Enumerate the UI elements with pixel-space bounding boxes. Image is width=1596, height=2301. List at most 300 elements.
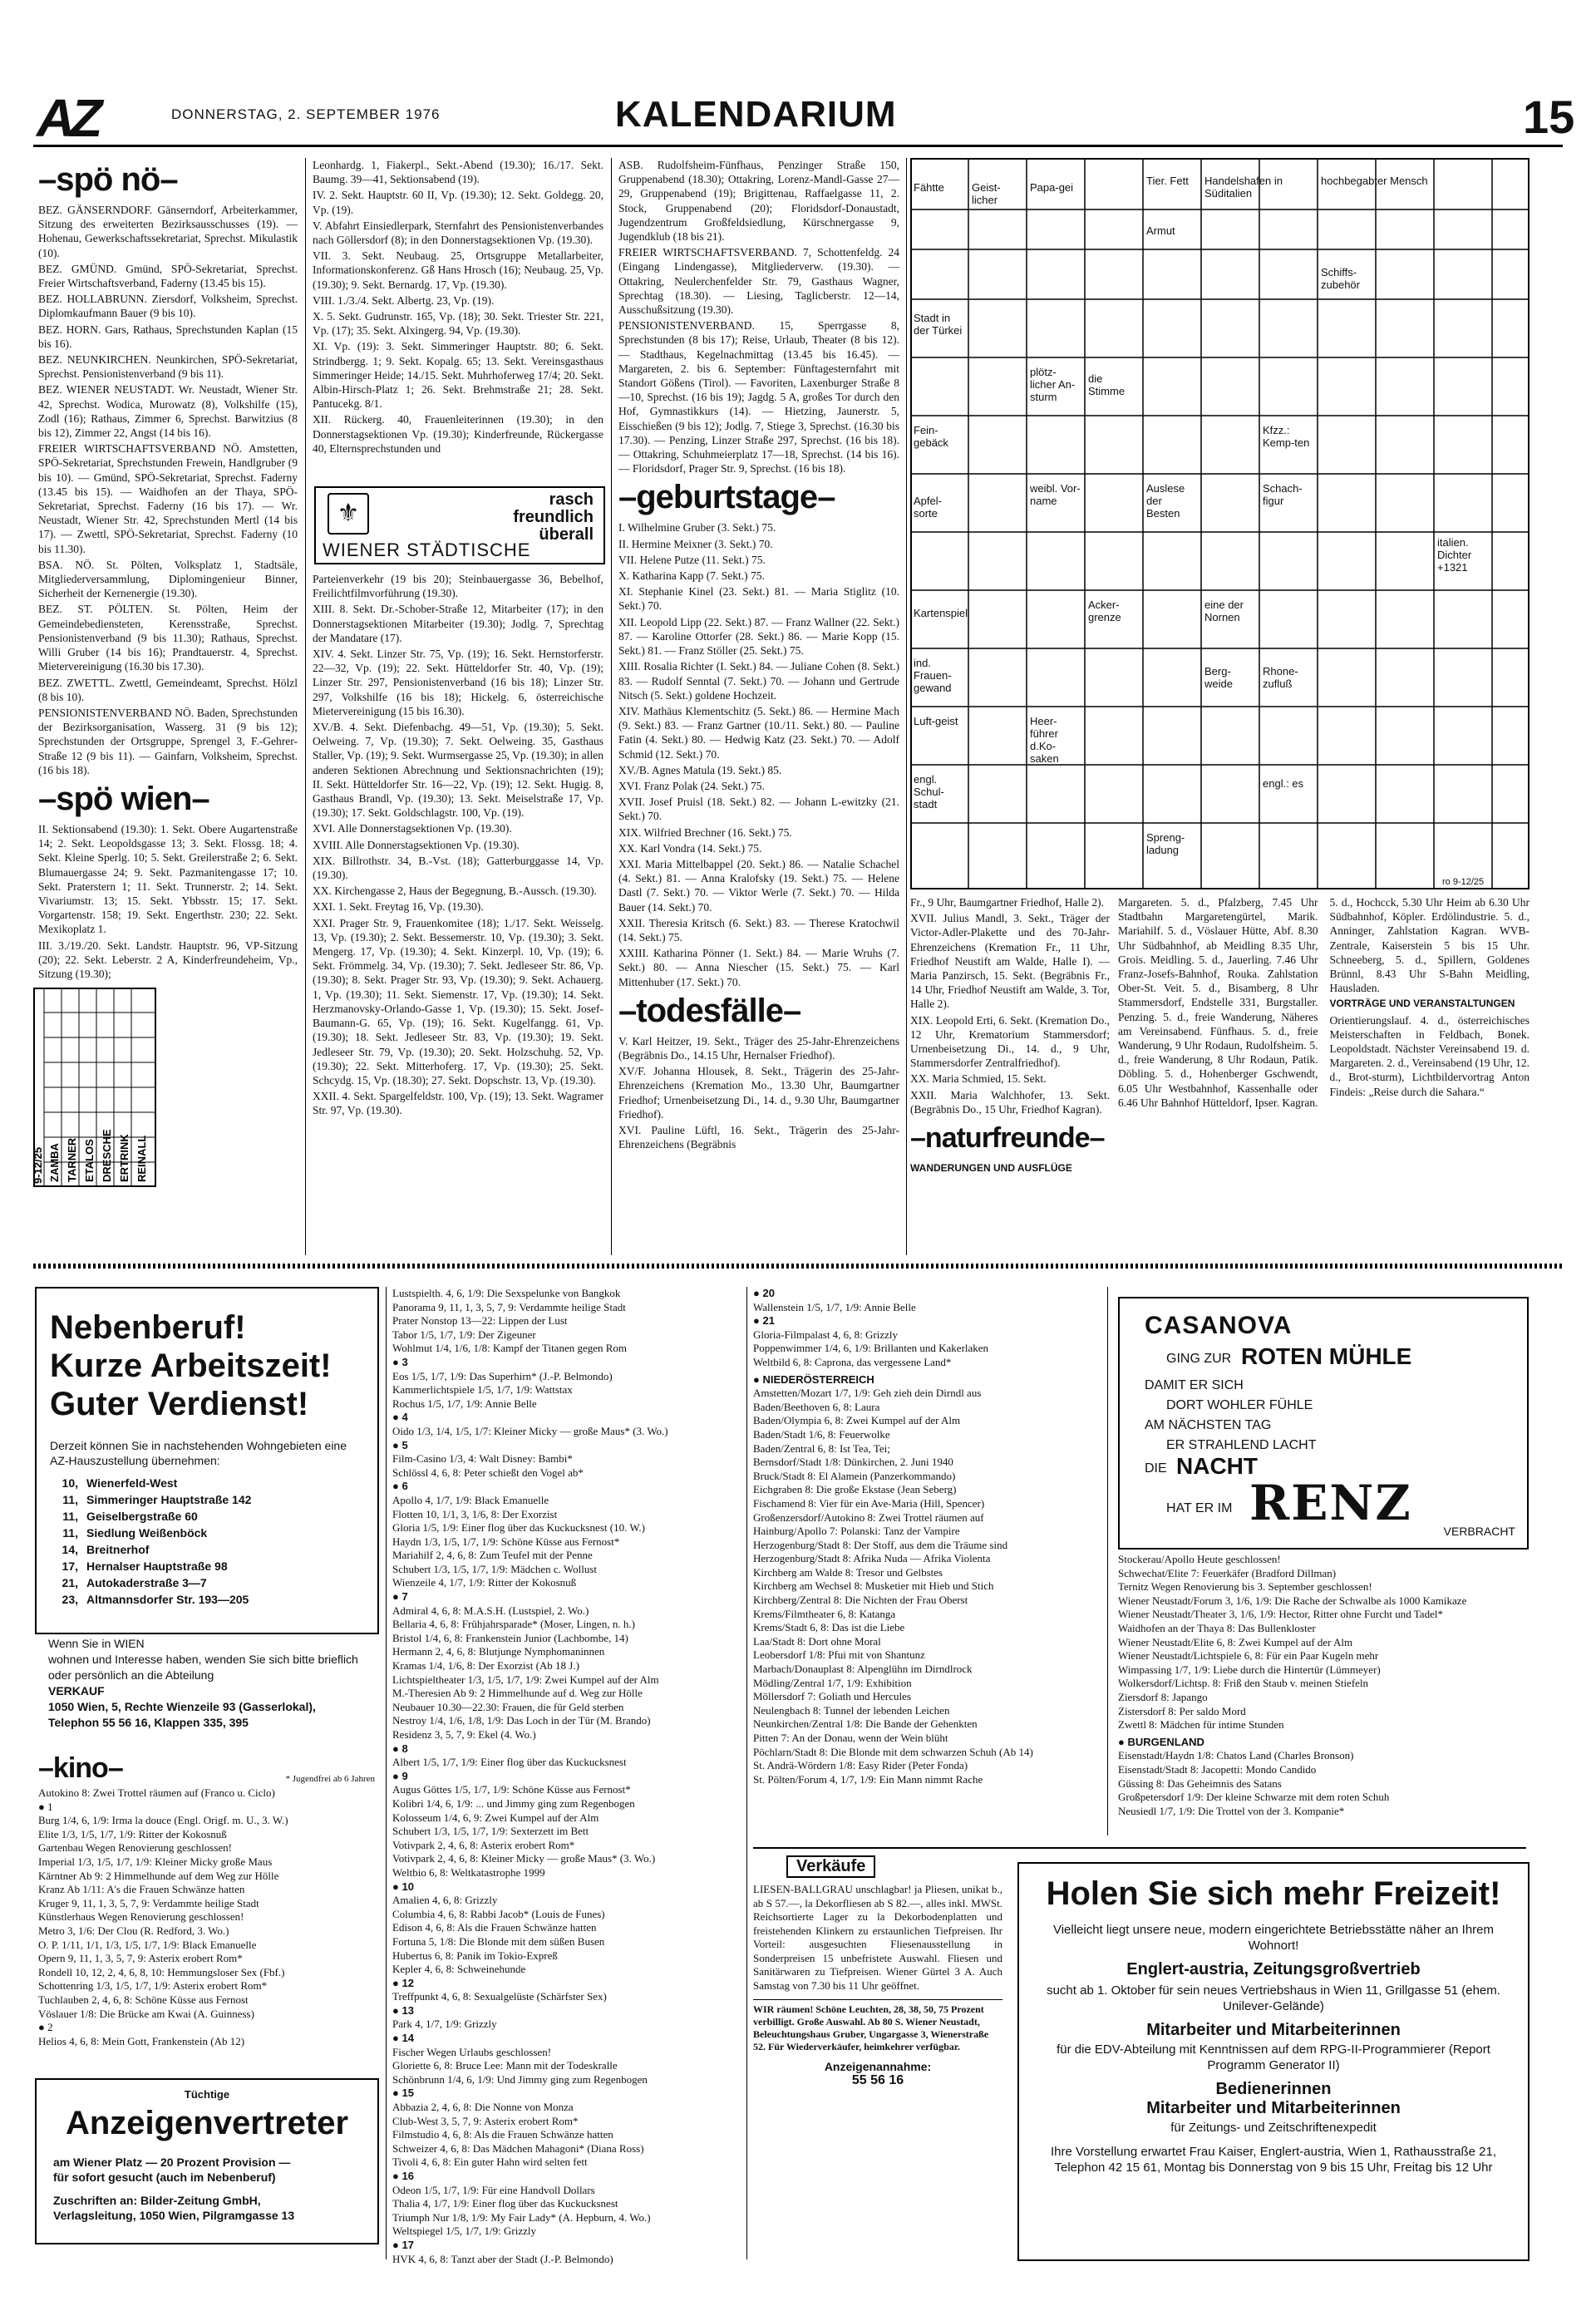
kino-line: Baden/Beethoven 6, 8: Laura <box>753 1400 880 1413</box>
district-heading: ● 9 <box>392 1769 408 1782</box>
subheading: WANDERUNGEN UND AUSFLÜGE <box>910 1162 1072 1175</box>
crossword-clue: Fähtte <box>914 181 944 194</box>
district-heading: ● 7 <box>392 1590 408 1604</box>
crossword-clue: Fein-gebäck <box>914 424 948 449</box>
paragraph: XIX. Billrothstr. 34, B.-Vst. (18); Gatterburggasse 14, Vp. (19.30). <box>313 854 603 882</box>
kino-line: Columbia 4, 6, 8: Rabbi Jacob* (Louis de Funes) <box>392 1907 605 1920</box>
crossword-grid <box>910 158 1530 889</box>
kino-line: Kranz Ab 1/11: A's die Frauen Schwänze hatten <box>38 1883 245 1896</box>
paragraph: XIII. 8. Sekt. Dr.-Schober-Straße 12, Mitarbeiter (17); in den Donnerstagsektionen Mitarbeiter (19.30); Jodlg. 7, Sprechtag der Mandatare (17). <box>313 603 603 644</box>
kino-line: Tuchlauben 2, 4, 6, 8: Schöne Küsse aus Fernost <box>38 1993 249 2006</box>
heading-todesfaelle: – todesfälle – <box>618 993 899 1029</box>
birthday-entry: XX. Karl Vondra (14. Sekt.) 75. <box>618 841 762 855</box>
kino-line: Eisenstadt/Stadt 8: Jacopetti: Mondo Candido <box>1118 1762 1317 1776</box>
ad-anzeigenvertreter[interactable] <box>35 2078 379 2244</box>
kino-line: Kirchberg am Walde 8: Tresor und Gelbstes <box>753 1565 943 1579</box>
district-heading: ● 10 <box>392 1880 414 1893</box>
column-rule <box>746 1287 747 2259</box>
kino-line: Baden/Stadt 1/6, 8: Feuerwolke <box>753 1427 890 1441</box>
kino-line: Opern 9, 11, 1, 3, 5, 7, 9: Asterix erobert Rom* <box>38 1952 243 1965</box>
kino-line: Apollo 4, 1/7, 1/9: Black Emanuelle <box>392 1493 549 1506</box>
kino-line: Bruck/Stadt 8: El Alamein (Panzerkommando) <box>753 1469 956 1482</box>
kino-line: Weltbio 6, 8: Weltkatastrophe 1999 <box>392 1865 545 1879</box>
crossword-clue: Tier. Fett <box>1146 175 1189 187</box>
kino-line: Künstlerhaus Wegen Renovierung geschlossen! <box>38 1910 244 1924</box>
district-heading: ● 12 <box>392 1976 414 1989</box>
paragraph: PENSIONISTENVERBAND. 15, Sperrgasse 8, Sprechstunden (8 bis 17); Reise, Urlaub, Theater (8 bis 12). — Stadthaus, Kegelnachmittag (13.45 bis 16.45). — Margareten, 2. bis 6. September: Fünftagesternfahrt mit Standort Gößens (Tirol). — Favoriten, Laxenburger Straße 8—10, Sprechst. (16 bis 19); Jagdg. 5 A, großes Tor durch den Hof, Gymnastikkurs (14). — Hietzing, Jaunerstr. 5, Eisschießen (9 bis 12); Jodlg. 7, Stiege 3, Sprechst. (16.30 bis 17.30). — Penzing, Linzer Straße 297, Sprechst. (16 bis 18). — Ottakring, Schuhmeierplatz 17—18, Sprechst. (14 bis 16). — Floridsdorf, Prager Str. 9, Sprechst. (16 bis 18). <box>618 319 899 475</box>
puzzle-word: ERTRINK <box>118 1134 131 1182</box>
district-heading: ● 8 <box>392 1742 408 1755</box>
ad-line: HAT ER IM <box>1166 1501 1233 1515</box>
kino-line: Wiener Neustadt/Theater 3, 1/6, 1/9: Hector, Ritter ohne Furcht und Tadel* <box>1118 1608 1443 1621</box>
puzzle-word: ETALOS <box>83 1139 96 1182</box>
kino-line: Kolosseum 1/4, 6, 9: Zwei Kumpel auf der Alm <box>392 1811 599 1824</box>
issue-date: DONNERSTAG, 2. SEPTEMBER 1976 <box>171 106 441 122</box>
death-entry: XVI. Pauline Lüftl, 16. Sekt., Trägerin des 25-Jahr-Ehrenzeichens (Begräbnis <box>618 1123 899 1151</box>
kino-line: Großpetersdorf 1/9: Der kleine Schwarze mit dem roten Schuh <box>1118 1791 1390 1804</box>
word-puzzle-grid <box>33 988 156 1187</box>
kino-listings-3 <box>753 1287 1101 1835</box>
kino-line: Treffpunkt 4, 6, 8: Sexualgelüste (Schärfster Sex) <box>392 1990 607 2003</box>
paragraph: BEZ. NEUNKIRCHEN. Neunkirchen, SPÖ-Sekretariat, Sprechst. Pensionistenverband (9 bis 11). <box>38 353 298 381</box>
birthday-entry: X. Katharina Kapp (7. Sekt.) 75. <box>618 569 765 583</box>
kino-line: Votivpark 2, 4, 6, 8: Asterix erobert Rom* <box>392 1838 575 1851</box>
kino-line: Wiener Neustadt/Forum 3, 1/6, 1/9: Die Rache der Schwalbe als 1000 Kamikaze <box>1118 1594 1467 1607</box>
classified-text: WIR räumen! Schöne Leuchten, 28, 38, 50, 75 Prozent verbilligt. Große Auswahl. Ab 80 S. Wiener Neustadt, Beleuchtungshaus Gruber, Ungargasse 3, Wienerstraße 52. Für Wiederverkäufer, heimkehrer verfügbar. <box>753 1999 1002 2053</box>
kino-line: Wohlmut 1/4, 1/6, 1/8: Kampf der Titanen gegen Rom <box>392 1342 628 1355</box>
kino-line: Bernsdorf/Stadt 1/8: Dünkirchen, 2. Juni 1940 <box>753 1456 953 1469</box>
district-heading: ● 15 <box>392 2087 414 2100</box>
list-item: 10, Wienerfeld-West <box>62 1476 178 1490</box>
birthday-entry: XIV. Mathäus Klementschitz (5. Sekt.) 86. — Hermine Mach (9. Sekt.) 83. — Franz Gartner (10./11. Sekt.) 80. — Pauline Fatin (4. Sekt.) 80. — Hedwig Katz (23. Sekt.) 70. — Adolf Schmid (12. Sekt.) 70. <box>618 704 899 761</box>
ad-area-list <box>50 1475 374 1608</box>
column-rule <box>386 1287 387 2259</box>
kino-line: Elite 1/3, 1/5, 1/7, 1/9: Ritter der Kokosnuß <box>38 1827 227 1840</box>
crossword-clue: die Stimme <box>1088 372 1126 397</box>
kino-line: ● 1 <box>38 1800 53 1813</box>
kino-line: Kärntner Ab 9: 2 Himmelhunde auf dem Weg zur Hölle <box>38 1869 279 1882</box>
kino-line: Neulengbach 8: Tunnel der lebenden Leichen <box>753 1703 950 1717</box>
kino-line: Fischamend 8: Vier für ein Ave-Maria (Hill, Spencer) <box>753 1496 985 1510</box>
kino-line: Pöchlarn/Stadt 8: Die Blonde mit dem schwarzen Schuh (Ab 14) <box>753 1745 1033 1758</box>
kino-line: St. Andrä-Wördern 1/8: Easy Rider (Peter Fonda) <box>753 1759 968 1772</box>
column-spoe-wien-cont <box>313 158 603 511</box>
kino-line: Oido 1/3, 1/4, 1/5, 1/7: Kleiner Micky — große Maus* (3. Wo.) <box>392 1424 668 1437</box>
kino-line: Neubauer 10.30—22.30: Frauen, die für Geld sterben <box>392 1700 624 1713</box>
district-heading: ● 17 <box>392 2238 414 2251</box>
death-entry: XVII. Julius Mandl, 3. Sekt., Träger der Victor-Adler-Plakette und des 70-Jahr-Ehrenzeichens (Kremation Fr., 11 Uhr, Friedhof Neustift am Walde, Halle I). — Maria Panzirsch, 15. Sekt. (Begräbnis Fr., 14 Uhr, Friedhof Neustift am Walde, 3. Tor, Halle 2). <box>910 912 1110 1011</box>
kino-line: Votivpark 2, 4, 6, 8: Kleiner Micky — große Maus* (3. Wo.) <box>392 1852 656 1865</box>
crossword-clue: ind. Frauen-gewand <box>914 657 952 694</box>
paragraph: VIII. 1./3./4. Sekt. Albertg. 23, Vp. (19). <box>313 293 495 307</box>
paragraph: XXI. Prager Str. 9, Frauenkomitee (18); 1./17. Sekt. Weisselg. 13, Vp. (19.30); 2. Sekt. Bessemerstr. 10, Vp. (19.30); 3. Sekt. Mengerg. 17, Vp. (19.30); 4. Sekt. Kinzerpl. 10, Vp. (19); 6. Sekt. Frömmelg. 34, Vp. (19.30); 7. Sekt. Jedleseer Str. 86, Vp. (19.30); 8. Sekt. Prager Str. 93, Vp. (19.30); 9. Sekt. Achauerg. 1, Vp. (19.30); 11. Sekt. Siemenstr. 17, Vp. (19.30); 14. Sekt. Herzmanovsky-Orlando-Gasse 1, Vp. (19.30); 15. Sekt. Josef-Baumann-G. 65, Vp. (19); 16. Sekt. Kugelfangg. 61, Vp. (19.30); 18. Sekt. Jedleseer Str. 83, Vp. (19.30); 19. Sekt. Jedleseer Str. 79, Vp. (19.30); 20. Sekt. Holzschuhg. 52, Vp. (19.30); 22. Sekt. Mitterhoferg. 17, Vp. (19.30); 25. Sekt. Schcydg. 15, Vp. (18.30); 27. Sekt. Dopschstr. 13, Vp. (19.30). <box>313 916 603 1086</box>
ad-brand: WIENER STÄDTISCHE <box>323 540 531 560</box>
kino-listings-2 <box>392 1287 740 2265</box>
paragraph: IV. 2. Sekt. Hauptstr. 60 II, Vp. (19.30); 12. Sekt. Goldegg. 20, Vp. (19). <box>313 189 603 216</box>
kino-line: Wimpassing 1/7, 1/9: Liebe durch die Hintertür (Lümmeyer) <box>1118 1663 1381 1676</box>
kino-line: Poppenwimmer 1/4, 6, 1/9: Brillanten und Kakerlaken <box>753 1342 989 1355</box>
crossword-clue: Heer-führer d.Ko-saken <box>1030 715 1059 765</box>
kino-line: Tabor 1/5, 1/7, 1/9: Der Zigeuner <box>392 1328 536 1341</box>
kino-line: Filmstudio 4, 6, 8: Als die Frauen Schwänze hatten <box>392 2128 613 2141</box>
crossword-clue: Papa-gei <box>1030 181 1074 194</box>
district-heading: ● 5 <box>392 1438 408 1451</box>
ad-line: CASANOVA <box>1145 1312 1293 1339</box>
crossword-clue: Schach-figur <box>1263 482 1303 507</box>
paragraph: BSA. NÖ. St. Pölten, Volksplatz 1, Stadtsäle, Mitgliederversammlung, Diplomingenieur Binner, Sicherheit der Kernenergie (19.30). <box>38 558 298 600</box>
puzzle-code: 9-12/25 <box>32 1146 44 1184</box>
kino-line: M.-Theresien Ab 9: 2 Himmelhunde auf d. Weg zur Hölle <box>392 1687 643 1700</box>
paragraph: XX. Kirchengasse 2, Haus der Begegnung, B.-Aussch. (19.30). <box>313 884 597 898</box>
crossword-clue: plötz-licher An-sturm <box>1030 366 1076 403</box>
kino-line: Waidhofen an der Thaya 8: Das Bullenkloster <box>1118 1621 1316 1634</box>
kino-line: Haydn 1/3, 1/5, 1/7, 1/9: Schöne Küsse aus Fernost* <box>392 1535 620 1548</box>
kino-line: Schönbrunn 1/4, 6, 1/9: Und Jimmy ging zum Regenbogen <box>392 2072 648 2086</box>
paragraph: BEZ. ZWETTL. Zwettl, Gemeindeamt, Sprechst. Hölzl (8 bis 10). <box>38 676 298 703</box>
region-heading: ● BURGENLAND <box>1118 1735 1204 1748</box>
kino-line: Schottenring 1/3, 1/5, 1/7, 1/9: Asterix erobert Rom* <box>38 1979 268 1993</box>
kino-line: Gartenbau Wegen Renovierung geschlossen! <box>38 1841 233 1855</box>
death-entry: XX. Maria Schmied, 15. Sekt. <box>910 1072 1047 1086</box>
crossword-clue: Berg-weide <box>1204 665 1233 690</box>
column-death-notices-cont <box>910 895 1110 1244</box>
crossword-clue: eine der Nornen <box>1204 599 1244 623</box>
kino-line: Laa/Stadt 8: Dort ohne Moral <box>753 1634 881 1648</box>
kino-line: Flotten 10, 1/1, 3, 1/6, 8: Der Exorzist <box>392 1507 558 1520</box>
puzzle-word: DRESCHE <box>101 1129 113 1182</box>
kino-line: Ternitz Wegen Renovierung bis 3. September geschlossen! <box>1118 1580 1372 1594</box>
kino-line: Pitten 7: An der Donau, wenn der Wein blüht <box>753 1732 948 1744</box>
kino-line: Herzogenburg/Stadt 8: Afrika Nuda — Afrika Violenta <box>753 1552 991 1565</box>
paragraph: XVI. Alle Donnerstagsektionen Vp. (19.30). <box>313 822 512 835</box>
kino-line: Kramas 1/4, 1/6, 8: Der Exorzist (Ab 18 J.) <box>392 1659 579 1673</box>
ad-casanova[interactable] <box>1118 1297 1529 1550</box>
crossword-clue: Stadt in der Türkei <box>914 312 963 337</box>
ad-line: DAMIT ER SICH <box>1145 1378 1244 1392</box>
heading-naturfreunde: – naturfreunde – <box>910 1120 1110 1156</box>
kino-line: Zwettl 8: Mädchen für intime Stunden <box>1118 1718 1284 1732</box>
ad-intro: Derzeit können Sie in nachstehenden Wohngebieten eine AZ-Hauszustellung übernehmen: <box>50 1439 347 1467</box>
crossword-clue: Spreng-ladung <box>1146 831 1185 856</box>
list-item: 17, Hernalser Hauptstraße 98 <box>62 1559 228 1573</box>
ad-englert-austria[interactable] <box>1017 1862 1530 2261</box>
paragraph: XV./B. 4. Sekt. Diefenbachg. 49—51, Vp. (19.30); 5. Sekt. Oelweing. 7, Vp. (19.30); 7. Sekt. Oelweing. 35, Gasthaus Staller, Vp. (19); 9. Sekt. Wurmsergasse 25, Vp. (19.30); in allen anderen Sektionen Abrechnung und Sektionsnachrichten (19); II. Sekt. Hütteldorfer Str. 16—22, Vp. (19); 12. Sekt. Hugig. 8, Gasthaus Brandl, Vp. (19.30); 13. Sekt. Meiselstraße 17, Vp. (19.30); 17. Sekt. Goldschlagstr. 100, Vp. (19). <box>313 721 603 820</box>
kino-line: Imperial 1/3, 1/5, 1/7, 1/9: Kleiner Micky große Maus <box>38 1855 273 1868</box>
district-heading: ● 6 <box>392 1480 408 1493</box>
kino-line: Wiener Neustadt/Lichtspiele 6, 8: Für ein Paar Kugeln mehr <box>1118 1649 1379 1663</box>
kino-line: Zistersdorf 8: Per saldo Mord <box>1118 1704 1246 1717</box>
column-spoe-noe <box>38 158 298 993</box>
heading-spoe-wien: – spö wien – <box>38 781 298 817</box>
birthday-entry: XXIII. Katharina Pönner (1. Sekt.) 84. — Marie Wruhs (7. Sekt.) 80. — Anna Niescher (15. Sekt.) 75. — Karl Mittenhuber (17. Sekt.) 70. <box>618 947 899 988</box>
list-item: 23, Altmannsdorfer Str. 193—205 <box>62 1593 249 1606</box>
az-logo: AZ <box>37 88 98 148</box>
kino-line: Rochus 1/5, 1/7, 1/9: Annie Belle <box>392 1397 537 1410</box>
ad-line: DIE <box>1145 1461 1167 1476</box>
kino-line: Burg 1/4, 6, 1/9: Irma la douce (Engl. Origf. m. U., 3. W.) <box>38 1814 288 1827</box>
list-item: 11, Siedlung Weißenböck <box>62 1526 208 1540</box>
ad-line: DORT WOHLER FÜHLE <box>1166 1398 1313 1412</box>
kino-line: Schubert 1/3, 1/5, 1/7, 1/9: Mädchen c. Wollust <box>392 1562 598 1575</box>
district-heading: ● 20 <box>753 1287 775 1299</box>
kino-listings-4 <box>1118 1553 1525 1840</box>
kino-line: Mariahilf 2, 4, 6, 8: Zum Teufel mit der Penne <box>392 1549 593 1562</box>
paragraph: Orientierungslauf. 4. d., österreichisches Meisterschaften in Feldbach, Bonek. Leopoldstadt. Nächster Vereinsabend 19. d. Margareten. 2. d., Vereinsabend (19 Uhr, 12. d., Brot-sturm), Lichtbildervortrag Anton Findeis: „Reise durch die Sahara.“ <box>1329 1013 1530 1098</box>
ad-line: ER STRAHLEND LACHT <box>1166 1438 1317 1452</box>
kino-line: Kolibri 1/4, 6, 1/9: ... und Jimmy ging zum Regenbogen <box>392 1796 635 1810</box>
kino-line: O. P. 1/11, 1/1, 1/3, 1/5, 1/7, 1/9: Black Emanuelle <box>38 1938 257 1951</box>
kino-line: Weltspiegel 1/5, 1/7, 1/9: Grizzly <box>392 2225 536 2238</box>
kino-line: Großenzersdorf/Autokino 8: Zwei Trottel räumen auf <box>753 1510 984 1524</box>
district-heading: ● 14 <box>392 2032 414 2045</box>
ad-nebenberuf[interactable] <box>35 1287 379 1634</box>
birthday-entry: XIX. Wilfried Brechner (16. Sekt.) 75. <box>618 825 792 839</box>
ad-text: Vielleicht liegt unsere neue, modern eingerichtete Betriebsstätte näher an Ihrem Wohnort! Englert-austria, Zeitungsgroßvertrieb sucht ab 1. Oktober für sein neues Vertriebshaus in Wien 11, Grillgasse 51 (ehem. Unilever-Gelände) Mitarbeiter und Mitarbeiterinnen für die EDV-Abteilung mit Kenntnissen auf dem RPG-II-Programmierer (Report Programm Generator II) Bedienerinnen Mitarbeiter und Mitarbeiterinnen für Zeitungs- und Zeitschriftenexpedit Ihre Vorstellung erwartet Frau Kaiser, Englert-austria, Wien 1, Rathausstraße 21, Telephon 42 15 61, Montag bis Donnerstag von 9 bis 15 Uhr, Freitag bis 12 Uhr <box>1047 1923 1500 2175</box>
kino-line: Eos 1/5, 1/7, 1/9: Das Superhirn* (J.-P. Belmondo) <box>392 1369 613 1382</box>
ad-brand-renz: RENZ <box>1249 1475 1412 1531</box>
kino-line: Metro 3, 1/6: Der Clou (R. Redford, 3. Wo.) <box>38 1924 229 1937</box>
section-rule <box>753 1847 1526 1849</box>
paragraph: BEZ. ST. PÖLTEN. St. Pölten, Heim der Gemeindebediensteten, Kerensstraße, Sprechst. Pensionistenverband (9 bis 11.30); Rathaus, Sprechst. Willi Gruber (14 bis 16); Prandtauerstr. 4, Sprechst. Mietervereinigung (16.30 bis 17.30). <box>38 603 298 673</box>
kino-line: Edison 4, 6, 8: Als die Frauen Schwänze hatten <box>392 1921 597 1934</box>
birthday-entry: VII. Helene Putze (11. Sekt.) 75. <box>618 553 766 566</box>
kino-line: Bristol 1/4, 6, 8: Frankenstein Junior (Lachbombe, 14) <box>392 1631 628 1644</box>
ad-kicker: Tüchtige <box>184 2088 230 2101</box>
ad-line: AM NÄCHSTEN TAG <box>1145 1418 1272 1432</box>
ad-line: VERBRACHT <box>1443 1525 1515 1538</box>
kino-line: Film-Casino 1/3, 4: Walt Disney: Bambi* <box>392 1452 573 1466</box>
district-heading: ● 13 <box>392 2003 414 2017</box>
classified-contact-label: Anzeigenannahme: <box>824 2060 932 2073</box>
crossword-clue: engl.: es <box>1263 777 1304 790</box>
word-puzzle <box>33 988 156 1187</box>
kino-line: Tivoli 4, 6, 8: Ein guter Hahn wird selten fett <box>392 2156 588 2169</box>
kino-line: Amstetten/Mozart 1/7, 1/9: Geh zieh dein Dirndl aus <box>753 1387 982 1400</box>
paragraph: XII. Rückerg. 40, Frauenleiterinnen (19.30); in den Donnerstagsektionen Vp. (19.30); Kinderfreunde, Rückergasse 40, Elternsprechstunden und <box>313 413 603 455</box>
kino-line: Güssing 8: Das Geheimnis des Satans <box>1118 1776 1282 1790</box>
kino-line: Fortuna 5, 1/8: Die Blonde mit dem süßen Busen <box>392 1934 605 1948</box>
ad-nebenberuf-contact: Wenn Sie in WIEN wohnen und Interesse haben, wenden Sie sich bitte brieflich oder persönlich an die Abteilung VERKAUF 1050 Wien, 5, Rechte Wienzeile 93 (Gasserlokal), Telephon 55 56 16, Klappen 335, 395 <box>48 1637 358 1729</box>
column-spoe-wien-2 <box>313 572 603 1245</box>
crossword-clue: Kartenspiel <box>914 607 968 619</box>
birthday-entry: XI. Stephanie Kinel (23. Sekt.) 81. — Maria Stiglitz (10. Sekt.) 70. <box>618 585 899 613</box>
puzzle-word: ZAMBA <box>48 1143 61 1182</box>
kino-line: Weltbild 6, 8: Caprona, das vergessene Land* <box>753 1355 952 1368</box>
ad-headline: Holen Sie sich mehr Freizeit! <box>1046 1875 1501 1912</box>
list-item: 14, Breitnerhof <box>62 1543 150 1556</box>
kino-line: Ziersdorf 8: Japango <box>1118 1690 1208 1703</box>
kino-line: Abbazia 2, 4, 6, 8: Die Nonne von Monza <box>392 2101 574 2114</box>
crossword-clue: italien. Dichter +1321 <box>1437 536 1472 574</box>
kino-line: Herzogenburg/Stadt 8: Der Stoff, aus dem die Träume sind <box>753 1538 1008 1551</box>
kino-line: Krems/Stadt 6, 8: Das ist die Liebe <box>753 1621 905 1634</box>
crossword-clue: Luft-geist <box>914 715 958 727</box>
list-item: 11, Geiselbergstraße 60 <box>62 1510 198 1523</box>
puzzle-word: TARNER <box>66 1137 78 1182</box>
kino-listings-1 <box>38 1750 375 2057</box>
death-entry: XV/F. Johanna Hlousek, 8. Sekt., Trägerin des 25-Jahr-Ehrenzeichens (Kremation Mo., 13.30 Uhr, Baumgartner Friedhof; Urnenbeisetzung Di., 14. d., 9.30 Uhr, Baumgartner Friedhof). <box>618 1065 899 1121</box>
puzzle-word: REINALL <box>135 1135 148 1182</box>
kino-line: Stockerau/Apollo Heute geschlossen! <box>1118 1553 1281 1565</box>
kino-line: Marbach/Donauplast 8: Alpenglühn im Dirndlrock <box>753 1663 973 1676</box>
ad-text: am Wiener Platz — 20 Prozent Provision — für sofort gesucht (auch im Nebenberuf) Zuschriften an: Bilder-Zeitung GmbH, Verlagsleitung, 1050 Wien, Pilgramgasse 13 <box>53 2156 295 2222</box>
column-rule <box>1107 1287 1108 1835</box>
ad-headline: Nebenberuf! Kurze Arbeitszeit! Guter Verdienst! <box>50 1309 332 1422</box>
paragraph: XXII. 4. Sekt. Spargelfeldstr. 100, Vp. (19); 13. Sekt. Wagramer Str. 97, Vp. (19.30). <box>313 1090 603 1117</box>
column-rule <box>611 158 612 1255</box>
paragraph: BEZ. GÄNSERNDORF. Gänserndorf, Arbeiterkammer, Sitzung des erweiterten Bezirksausschusses (19). — Hohenau, Gewerkschaftssekretariat, Sprechst. Mikulastik (10). <box>38 204 298 259</box>
crossword-clue: Geist-licher <box>972 181 1001 206</box>
subheading: VORTRÄGE UND VERANSTALTUNGEN <box>1329 998 1515 1010</box>
kino-line: Augus Göttes 1/5, 1/7, 1/9: Schöne Küsse aus Fernost* <box>392 1783 631 1796</box>
paragraph: BEZ. HORN. Gars, Rathaus, Sprechstunden Kaplan (15 bis 16). <box>38 323 298 350</box>
paragraph: Leonhardg. 1, Fiakerpl., Sekt.-Abend (19.30); 16./17. Sekt. Baumg. 39—41, Sektionsabend (19). <box>313 159 603 186</box>
kino-line: Kirchberg/Zentral 8: Die Nichten der Frau Oberst <box>753 1594 968 1607</box>
kino-line: Schlössl 4, 6, 8: Peter schießt den Vogel ab* <box>392 1466 584 1479</box>
kino-line: Helios 4, 6, 8: Mein Gott, Frankenstein (Ab 12) <box>38 2034 245 2047</box>
kino-line: Neunkirchen/Zentral 1/8: Die Bande der Gehenkten <box>753 1717 978 1731</box>
kino-line: Residenz 3, 5, 7, 9: Ekel (4. Wo.) <box>392 1728 536 1741</box>
birthday-entry: XII. Leopold Lipp (22. Sekt.) 87. — Franz Wallner (22. Sekt.) 87. — Karoline Ottorfer (28. Sekt.) 86. — Marie Kopp (15. Sekt.) 81. — Franz Stöller (25. Sekt.) 75. <box>618 615 899 658</box>
district-heading: ● 3 <box>392 1355 408 1368</box>
kino-line: Triumph Nur 1/8, 1/9: My Fair Lady* (A. Hepburn, 4. Wo.) <box>392 2210 651 2224</box>
region-heading: ● NIEDERÖSTERREICH <box>753 1372 874 1386</box>
kino-line: Vöslauer 1/8: Die Brücke am Kwai (A. Guinness) <box>38 2007 254 2020</box>
death-entry: Fr., 9 Uhr, Baumgartner Friedhof, Halle 2). <box>910 896 1105 909</box>
heading-geburtstage: – geburtstage – <box>618 479 899 515</box>
kino-line: Baden/Zentral 6, 8: Ist Tea, Tei; <box>753 1441 890 1455</box>
kino-line: Wolkersdorf/Lichtsp. 8: Friß den Staub v. meinen Stiefeln <box>1118 1677 1369 1690</box>
paragraph: ASB. Rudolfsheim-Fünfhaus, Penzinger Straße 150, Gruppenabend (18.30); Ottakring, Lorenz-Mandl-Gasse 27—29, Gruppenabend (19); Brigittenau, Raffaelgasse 11, 2. Stock, Gruppenabend (20); Floridsdorf-Donaustadt, Jugendzentrum Großfeldsiedlung, Kürschnergasse 9, Jugendklub (18 bis 21). <box>618 159 899 244</box>
kino-line: HVK 4, 6, 8: Tanzt aber der Stadt (J.-P. Belmondo) <box>392 2252 613 2265</box>
ad-line: NACHT <box>1176 1453 1258 1479</box>
crossword-clue: Apfel-sorte <box>914 495 942 520</box>
crossword-clue: Kfzz.: Kemp-ten <box>1263 424 1310 449</box>
district-heading: ● 21 <box>753 1314 775 1328</box>
kino-line: Autokino 8: Zwei Trottel räumen auf (Franco u. Ciclo) <box>38 1786 275 1799</box>
paragraph: Parteienverkehr (19 bis 20); Steinbauergasse 36, Bebelhof, Freilichtfilmvorführung (19.30). <box>313 573 603 600</box>
paragraph: III. 3./19./20. Sekt. Landstr. Hauptstr. 96, VP-Sitzung (20); 22. Sekt. Leberstr. 2 A, Kinderfreundeheim, Vp., Sitzung (19.30); <box>38 939 298 980</box>
paragraph: FREIER WIRTSCHAFTSVERBAND NÖ. Amstetten, SPÖ-Sekretariat, Sprechstunden Frewein, Handlgruber (9 bis 10). — Gmünd, SPÖ-Sekretariat, Sprechst. Faderny (13.45 bis 15). — Waidhofen an der Thaya, SPÖ-Sekretariat, Sprechst. Faderny (16 bis 17). — Wr. Neustadt, Wiener Str. 42, Sprechstunden Mertl (14 bis 17). — Zwettl, SPÖ-Sekretariat, Sprechst. Faderny (10 bis 11.30). <box>38 442 298 555</box>
ad-line: ROTEN MÜHLE <box>1241 1343 1412 1369</box>
list-item: 21, Autokaderstraße 3—7 <box>62 1576 207 1589</box>
kino-line: Prater Nonstop 13—22: Lippen der Lust <box>392 1314 568 1328</box>
kino-line: Leobersdorf 1/8: Pfui mit von Shantunz <box>753 1648 925 1662</box>
heading-verkaeufe: Verkäufe <box>786 1855 875 1878</box>
birthday-entry: II. Hermine Meixner (3. Sekt.) 70. <box>618 537 773 550</box>
paragraph: XIV. 4. Sekt. Linzer Str. 75, Vp. (19); 16. Sekt. Hernstorferstr. 22—32, Vp. (19); 22. Sekt. Hütteldorfer Str. 40, Vp. (19); Linzer Str. 297, Pensionistenverband (16 bis 18); Linzer Str. 297, Volkshilfe (16 bis 18); Hickelg. 6, österreichische Mietervereinigung (15 bis 16.30). <box>313 648 603 717</box>
kino-line: Amalien 4, 6, 8: Grizzly <box>392 1894 498 1907</box>
ad-verkaeufe <box>753 1855 1002 2254</box>
heading-spoe-noe: – spö nö – <box>38 161 298 198</box>
kino-line: Kammerlichtspiele 1/5, 1/7, 1/9: Wattstax <box>392 1383 573 1397</box>
paragraph: X. 5. Sekt. Gudrunstr. 165, Vp. (18); 30. Sekt. Triester Str. 221, Vp. (17); 35. Sekt. Alxingerg. 94, Vp. (19.30). <box>313 310 603 338</box>
insurance-logo-icon: ⚜ <box>328 493 369 535</box>
column-rule <box>305 158 306 1255</box>
heading-kino: – kino – <box>38 1750 123 1786</box>
section-divider <box>33 1264 1563 1269</box>
birthday-entry: I. Wilhelmine Gruber (3. Sekt.) 75. <box>618 521 776 535</box>
crossword-clue: weibl. Vor-name <box>1030 482 1081 507</box>
ad-line: GING ZUR <box>1166 1352 1232 1366</box>
paragraph: PENSIONISTENVERBAND NÖ. Baden, Sprechstunden der Bezirksorganisation, Wasserg. 31 (9 bis 12); Sprechstunden der Ortsgruppe, Sprengel 3, F.-Gehrer-Straße 12 (9 bis 11). — Gainfarn, Volksheim, Sprechst. (16 bis 18). <box>38 706 298 776</box>
kino-line: Admiral 4, 6, 8: M.A.S.H. (Lustspiel, 2. Wo.) <box>392 1604 589 1617</box>
kino-line: Wallenstein 1/5, 1/7, 1/9: Annie Belle <box>753 1300 916 1313</box>
kino-line: Bellaria 4, 6, 8: Frühjahrsparade* (Moser, Lingen, n. h.) <box>392 1618 635 1631</box>
section-title: KALENDARIUM <box>615 94 897 135</box>
kino-line: ● 2 <box>38 2021 53 2034</box>
district-heading: ● 16 <box>392 2170 414 2182</box>
kino-line: Eichgraben 8: Die große Ekstase (Jean Seberg) <box>753 1483 957 1496</box>
kino-line: Wiener Neustadt/Elite 6, 8: Zwei Kumpel auf der Alm <box>1118 1635 1353 1648</box>
crossword-clue: hochbegabter Mensch <box>1321 175 1428 187</box>
birthday-entry: XVII. Josef Pruisl (18. Sekt.) 82. — Johann L-ewitzky (21. Sekt.) 70. <box>618 796 899 823</box>
column-organisations <box>618 158 899 1255</box>
ad-slogan: rasch freundlich überall <box>513 490 594 544</box>
death-entry: XIX. Leopold Erti, 6. Sekt. (Kremation Do., 12 Uhr, Krematorium Stammersdorf; Urnenbeisetzung Di., 14. d., 9 Uhr, Stammersdorfer Zentralfriedhof). <box>910 1013 1110 1070</box>
kino-note: * Jugendfrei ab 6 Jahren <box>285 1774 375 1785</box>
kino-line: Schubert 1/3, 1/5, 1/7, 1/9: Sexterzett im Bett <box>392 1825 589 1838</box>
crossword-clue: Acker-grenze <box>1088 599 1121 623</box>
kino-line: Schweizer 4, 6, 8: Das Mädchen Mahagoni* (Diana Ross) <box>392 2141 644 2155</box>
kino-line: Odeon 1/5, 1/7, 1/9: Für eine Handvoll Dollars <box>392 2183 595 2196</box>
kino-line: Nestroy 1/4, 1/6, 1/8, 1/9: Das Loch in der Tür (M. Brando) <box>392 1714 651 1727</box>
paragraph: Margareten. 5. d., Pfalzberg, 7.45 Uhr Stadtbahn Margaretengürtel, Marik. Mariahilf. 5. d., Vöslauer Hütte, Abf. 8.30 Uhr Südbahnhof, ab Meidling 8.35 Uhr, Grois. Meidling. 5. d., Jauerling. 7.46 Uhr Franz-Josefs-Bahnhof, Rouka. Zahlstation Ober-St. Veit. 5. d., Bisamberg, 8 Uhr Stammersdorf, Endstelle 331, Burgstaller. Penzing. 5. d., freie Wanderung, Näheres am Vereinsabend. Fünfhaus. 5. d., freie Wanderung, 9 Uhr Rodaun, Rudolfsheim. 5. d., freie Wanderung, 8 Uhr Rodaun, Patik. Döbling. 5. d., Hohenberger Gschwendt, 6.05 Uhr Westbahnhof, Kassenhalle oder 6.46 Uhr Bahnhof Hütteldorf, Ipser. Kagran. 5. d., Hochcck, 5.30 Uhr Heim ab 6.30 Uhr Südbahnhof, Köpler. Erdölindustrie. 5. d., Anninger, Zahlstation Kagran. WVB-Zentrale, Kaiserstein 5 bis 15 Uhr. Schneeberg, 5. d., Spillern, Goldenes Brünnl, 8.43 Uhr S-Bahn Meidling, Hausladen. <box>1118 896 1530 1109</box>
kino-line: Neusiedl 1/7, 1/9: Die Trottel von der 3. Kompanie* <box>1118 1804 1345 1817</box>
column-naturfreunde <box>1118 895 1530 1244</box>
kino-line: Hermann 2, 4, 6, 8: Blutjunge Nymphomaninnen <box>392 1645 605 1658</box>
kino-line: Gloriette 6, 8: Bruce Lee: Mann mit der Todeskralle <box>392 2059 618 2072</box>
kino-line: Lichtspieltheater 1/3, 1/5, 1/7, 1/9: Zwei Kumpel auf der Alm <box>392 1673 659 1686</box>
kino-line: Kruger 9, 11, 1, 3, 5, 7, 9: Verdammte heilige Stadt <box>38 1896 259 1909</box>
ad-wiener-staedtische[interactable] <box>314 486 605 564</box>
paragraph: BEZ. WIENER NEUSTADT. Wr. Neustadt, Wiener Str. 42, Sprechst. Wodica, Murowatz (8), Volkshilfe (15), Zodl (16); Rathaus, Zimmer 6, Sprechst. Barwitzius (8 bis 12), Zimmer 22, Angst (14 bis 16). <box>38 383 298 440</box>
death-entry: XXII. Maria Walchhofer, 13. Sekt. (Begräbnis Do., 15 Uhr, Friedhof Kagran). <box>910 1088 1110 1116</box>
ad-headline: Anzeigenvertreter <box>65 2105 349 2141</box>
birthday-entry: XXII. Theresia Kritsch (6. Sekt.) 83. — Therese Kratochwil (14. Sekt.) 75. <box>618 916 899 944</box>
kino-line: Park 4, 1/7, 1/9: Grizzly <box>392 2018 497 2031</box>
paragraph: V. Abfahrt Einsiedlerpark, Sternfahrt des Pensionistenverbandes nach Göllersdorf (8); in den Donnerstagsektionen Vp. (19.30). <box>313 219 603 247</box>
kino-line: Panorama 9, 11, 1, 3, 5, 7, 9: Verdammte heilige Stadt <box>392 1300 626 1313</box>
classified-phone: 55 56 16 <box>851 2073 904 2087</box>
kino-line: Club-West 3, 5, 7, 9: Asterix erobert Rom* <box>392 2114 579 2127</box>
paragraph: VII. 3. Sekt. Neubaug. 25, Ortsgruppe Metallarbeiter, Informationskonferenz. Gß Hans Hrosch (16); Neubaug. 25, Vp. (19.30); 9. Sekt. Bernardg. 17, Vp. (19.30). <box>313 249 603 291</box>
kino-line: Rondell 10, 12, 2, 4, 6, 8, 10: Hemmungsloser Sex (Fbf.) <box>38 1965 285 1978</box>
kino-line: Schwechat/Elite 7: Feuerkäfer (Bradford Dillman) <box>1118 1566 1337 1579</box>
crossword-clue: Rhone-zufluß <box>1263 665 1298 690</box>
paragraph: XVIII. Alle Donnerstagsektionen Vp. (19.30). <box>313 838 520 851</box>
death-entry: V. Karl Heitzer, 19. Sekt., Träger des 25-Jahr-Ehrenzeichens (Begräbnis Do., 14.15 Uhr, Hernalser Friedhof). <box>618 1034 899 1062</box>
crossword-clue: Auslese der Besten <box>1146 482 1185 520</box>
kino-line: Albert 1/5, 1/7, 1/9: Einer flog über das Kuckucksnest <box>392 1756 627 1769</box>
kino-line: Eisenstadt/Haydn 1/8: Chatos Land (Charles Bronson) <box>1118 1749 1354 1762</box>
crossword-clue: Schiffs-zubehör <box>1321 266 1360 291</box>
kino-line: Lustspielth. 4, 6, 1/9: Die Sexspelunke von Bangkok <box>392 1287 621 1299</box>
crossword-clue: engl. Schul-stadt <box>914 773 944 811</box>
birthday-entry: XVI. Franz Polak (24. Sekt.) 75. <box>618 779 765 792</box>
birthday-entry: XV./B. Agnes Matula (19. Sekt.) 85. <box>618 763 782 776</box>
kino-line: Wienzeile 4, 1/7, 1/9: Ritter der Kokosnuß <box>392 1576 577 1589</box>
kino-line: Mödling/Zentral 1/7, 1/9: Exhibition <box>753 1676 912 1689</box>
birthday-entry: XIII. Rosalia Richter (I. Sekt.) 84. — Juliane Cohen (8. Sekt.) 83. — Rudolf Senntal (7. Sekt.) 70. — Johann und Gertrude Nitsch (5. Sekt.) goldene Hochzeit. <box>618 660 899 702</box>
paragraph: II. Sektionsabend (19.30): 1. Sekt. Obere Augartenstraße 14; 2. Sekt. Leopoldsgasse 13; 3. Sekt. Flossg. 18; 4. Sekt. Kleine Sperlg. 10; 5. Sekt. Greilerstraße 2; 6. Sekt. Blumauergasse 24; 9. Sekt. Pazmanitengasse 17; 10. Sekt. Praterstern 1; 11. Sekt. Trunnerstr. 2; 14. Sekt. Vivariumstr. 13; 15. Sekt. Ybbsstr. 15; 17. Sekt. Vorgartenstr. 158; 19. Sekt. Engerthstr. 230; 22. Sekt. Mexikoplatz 1. <box>38 822 298 936</box>
kino-line: St. Pölten/Forum 4, 1/7, 1/9: Ein Mann nimmt Rache <box>753 1772 983 1786</box>
kino-line: Gloria 1/5, 1/9: Einer flog über das Kuckucksnest (10. W.) <box>392 1521 645 1535</box>
kino-line: Hubertus 6, 8: Panik im Tokio-Expreß <box>392 1949 558 1962</box>
kino-line: Krems/Filmtheater 6, 8: Katanga <box>753 1607 896 1620</box>
classified-text: LIESEN-BALLGRAU unschlagbar! ja Pliesen, unikat b., ab S 57.—, la Dekorfliesen ab S 82.—, alles inkl. MWSt. Reichsortierte Lager zu la Dekorbodenplatten und freistehenden Klinkern zu erstaunlichen Tiefpreisen. Ihr Vorteil: ausgesuchten Fliesenausstellung in Sonderpreisen 15 unbefristete Auswahl. Fliesen und Sanitärwaren zu Tiefpreisen. Wiener Gürtel 3 A. Auch Samstag von 7.30 bis 11 Uhr geöffnet. <box>753 1883 1002 1992</box>
birthday-entry: XXI. Maria Mittelbappel (20. Sekt.) 86. — Natalie Schachel (4. Sekt.) 81. — Anna Kralofsky (19. Sekt.) 75. — Helene Dastl (7. Sekt.) 70. — Viktor Werle (7. Sekt.) 70. — Hilda Bauer (14. Sekt.) 70. <box>618 857 899 914</box>
